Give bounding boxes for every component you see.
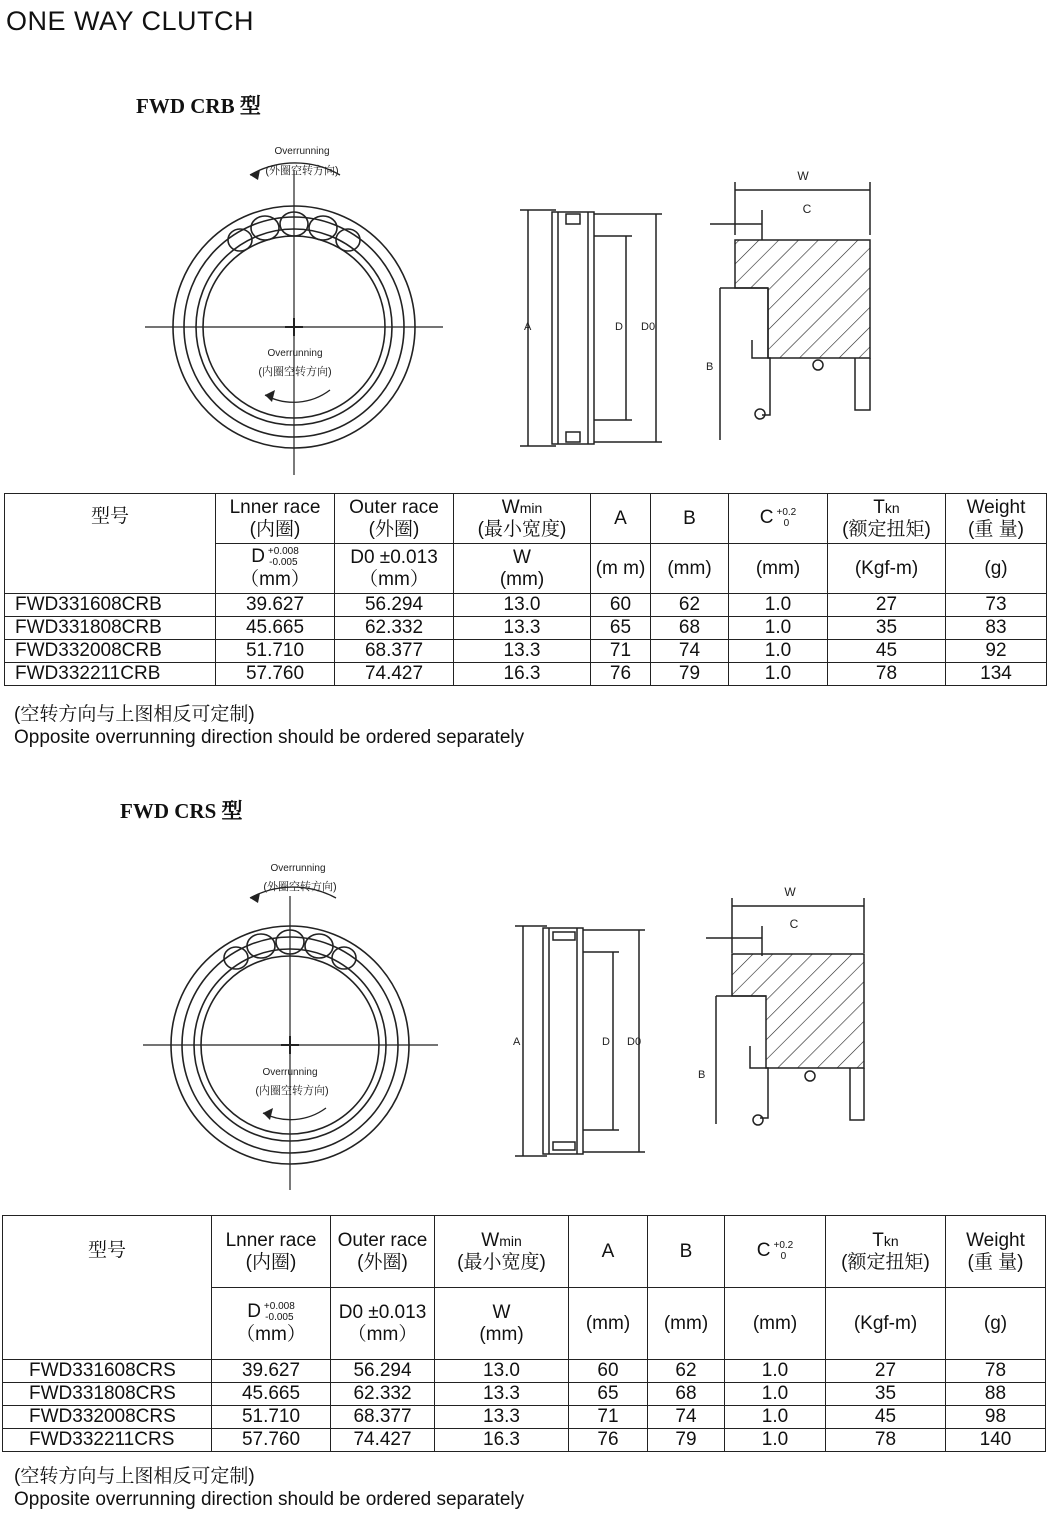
spec-table-crs	[2, 1215, 1046, 1452]
unit-b: (mm)	[648, 1288, 725, 1360]
header-weight: Weight (重 量)	[946, 1216, 1046, 1288]
dimension-c-label: C	[789, 917, 799, 931]
overrunning-label: Overrunning	[262, 1067, 318, 1078]
header-inner-race: Lnner race (内圈)	[216, 494, 335, 544]
dimension-d0-label: D0	[641, 321, 656, 333]
outer-direction-label: (外圈空转方向)	[265, 165, 339, 177]
header-model: 型号	[5, 494, 216, 594]
table-row: FWD331608CRS 39.627 56.294 13.0 60 62 1.0 27 78	[3, 1360, 1046, 1383]
unit-w: W (mm)	[435, 1288, 569, 1360]
unit-d0: D0 ±0.013 （mm）	[331, 1288, 435, 1360]
header-a: A	[591, 494, 651, 544]
header-b: B	[651, 494, 729, 544]
unit-w: W (mm)	[454, 544, 591, 594]
table-row: FWD332008CRB 51.710 68.377 13.3 71 74 1.0 45 92	[5, 640, 1047, 663]
unit-b: (mm)	[651, 544, 729, 594]
header-c: C +0.2 0	[725, 1216, 826, 1288]
clutch-section-diagram	[690, 878, 880, 1138]
dimension-a-label: A	[524, 321, 532, 333]
header-c: C +0.2 0	[729, 494, 828, 544]
header-outer-race: Outer race (外圈)	[331, 1216, 435, 1288]
outer-direction-label: (外圈空转方向)	[263, 881, 337, 893]
header-model: 型号	[3, 1216, 212, 1360]
clutch-side-view-diagram	[510, 200, 680, 460]
unit-t: (Kgf-m)	[826, 1288, 946, 1360]
clutch-section-diagram	[700, 160, 890, 450]
note-block	[14, 703, 524, 749]
header-w-min: Wmin (最小宽度)	[454, 494, 591, 544]
table-row: FWD332008CRS 51.710 68.377 13.3 71 74 1.0 45 98	[3, 1406, 1046, 1429]
clutch-side-view-diagram	[505, 918, 675, 1168]
dimension-d0-label: D0	[627, 1036, 642, 1048]
note-cn: (空转方向与上图相反可定制)	[14, 704, 255, 725]
header-outer-race: Outer race (外圈)	[335, 494, 454, 544]
header-b: B	[648, 1216, 725, 1288]
dimension-d-label: D	[615, 321, 623, 333]
note-cn: (空转方向与上图相反可定制)	[14, 1466, 255, 1487]
dimension-b-label: B	[698, 1069, 706, 1081]
dimension-a-label: A	[513, 1036, 521, 1048]
table-row: FWD331808CRB 45.665 62.332 13.3 65 68 1.0 35 83	[5, 617, 1047, 640]
overrunning-label: Overrunning	[267, 348, 323, 359]
unit-c: (mm)	[729, 544, 828, 594]
clutch-front-view-diagram	[138, 858, 448, 1198]
dimension-c-label: C	[802, 202, 812, 216]
unit-c: (mm)	[725, 1288, 826, 1360]
unit-a: (m m)	[591, 544, 651, 594]
header-weight: Weight (重 量)	[946, 494, 1047, 544]
unit-d: D +0.008 -0.005 （mm）	[216, 544, 335, 594]
header-t-kn: Tkn (额定扭矩)	[826, 1216, 946, 1288]
unit-weight: (g)	[946, 544, 1047, 594]
page-title: ONE WAY CLUTCH	[6, 6, 255, 36]
section-title: FWD CRS 型	[120, 799, 243, 823]
table-row: FWD332211CRS 57.760 74.427 16.3 76 79 1.0 78 140	[3, 1429, 1046, 1452]
overrunning-label: Overrunning	[270, 863, 326, 874]
unit-a: (mm)	[569, 1288, 648, 1360]
dimension-w-label: W	[797, 169, 809, 183]
table-row: FWD331608CRB 39.627 56.294 13.0 60 62 1.0 27 73	[5, 594, 1047, 617]
clutch-front-view-diagram	[140, 140, 450, 480]
inner-direction-label: (内圈空转方向)	[255, 1085, 329, 1097]
note-en: Opposite overrunning direction should be ordered separately	[14, 727, 525, 748]
header-t-kn: Tkn (额定扭矩)	[828, 494, 946, 544]
table-row: FWD331808CRS 45.665 62.332 13.3 65 68 1.0 35 88	[3, 1383, 1046, 1406]
unit-d0: D0 ±0.013 （mm）	[335, 544, 454, 594]
table-row: FWD332211CRB 57.760 74.427 16.3 76 79 1.0 78 134	[5, 663, 1047, 686]
section-title: FWD CRB 型	[136, 94, 261, 118]
header-inner-race: Lnner race (内圈)	[212, 1216, 331, 1288]
spec-table-crb	[4, 493, 1047, 686]
header-a: A	[569, 1216, 648, 1288]
header-w-min: Wmin (最小宽度)	[435, 1216, 569, 1288]
dimension-b-label: B	[706, 361, 714, 373]
dimension-d-label: D	[602, 1036, 610, 1048]
unit-t: (Kgf-m)	[828, 544, 946, 594]
inner-direction-label: (内圈空转方向)	[258, 366, 332, 378]
unit-weight: (g)	[946, 1288, 1046, 1360]
overrunning-label: Overrunning	[274, 146, 330, 157]
note-en: Opposite overrunning direction should be ordered separately	[14, 1489, 525, 1510]
unit-d: D +0.008 -0.005 （mm）	[212, 1288, 331, 1360]
dimension-w-label: W	[784, 885, 796, 899]
note-block	[14, 1465, 524, 1511]
